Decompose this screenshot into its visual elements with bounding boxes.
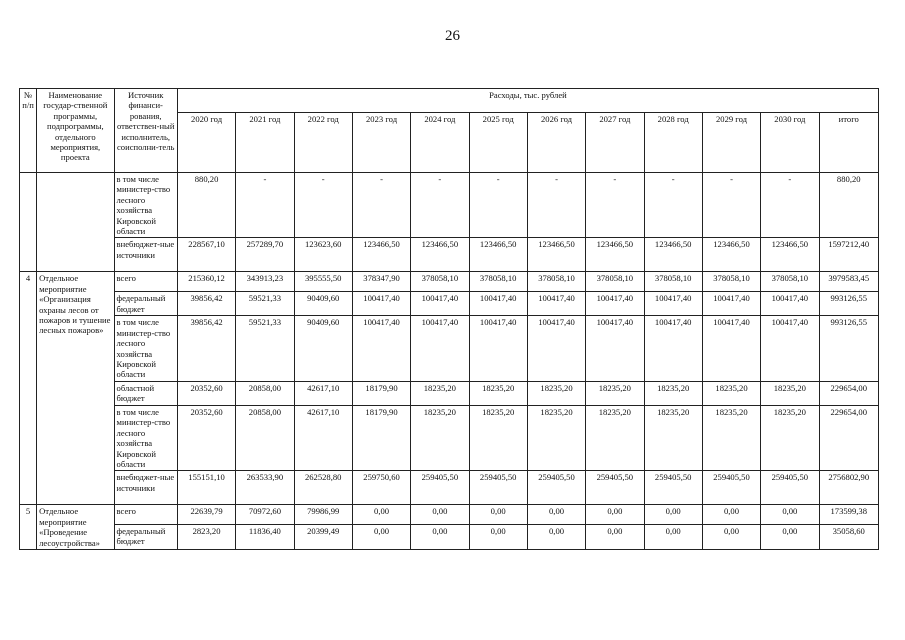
value-cell: 39856,42	[177, 292, 235, 316]
value-cell: 0,00	[469, 524, 527, 549]
value-cell: 100417,40	[411, 316, 469, 381]
value-cell: -	[527, 173, 585, 238]
value-cell: 20858,00	[236, 381, 294, 405]
budget-table	[19, 88, 879, 550]
value-cell: 123466,50	[586, 238, 644, 272]
header-year: 2029 год	[702, 113, 760, 173]
value-cell: 100417,40	[761, 292, 819, 316]
row-number: 4	[20, 272, 37, 505]
value-cell: 18235,20	[761, 381, 819, 405]
measure-name: Отдельное мероприятие «Проведение лесоустройства»	[37, 505, 114, 550]
value-cell: 100417,40	[586, 292, 644, 316]
value-cell: 259405,50	[644, 471, 702, 505]
value-cell: 0,00	[527, 505, 585, 524]
value-cell: 0,00	[702, 505, 760, 524]
total-cell: 229654,00	[819, 381, 879, 405]
value-cell: 0,00	[352, 505, 410, 524]
value-cell: 22639,79	[177, 505, 235, 524]
header-year: 2023 год	[352, 113, 410, 173]
value-cell: 18235,20	[469, 405, 527, 470]
value-cell: 343913,23	[236, 272, 294, 292]
value-cell: 0,00	[644, 505, 702, 524]
value-cell: 0,00	[469, 505, 527, 524]
table-row	[20, 381, 879, 405]
value-cell: 100417,40	[644, 292, 702, 316]
value-cell: -	[411, 173, 469, 238]
value-cell: 259405,50	[586, 471, 644, 505]
table-row	[20, 173, 879, 238]
value-cell: 259750,60	[352, 471, 410, 505]
value-cell: 18235,20	[411, 381, 469, 405]
value-cell: 378058,10	[469, 272, 527, 292]
value-cell: 0,00	[352, 524, 410, 549]
value-cell: 20858,00	[236, 405, 294, 470]
funding-source: в том числе министер-ство лесного хозяйства Кировской области	[114, 316, 177, 381]
value-cell: 263533,90	[236, 471, 294, 505]
value-cell: 2823,20	[177, 524, 235, 549]
value-cell: 378058,10	[644, 272, 702, 292]
value-cell: 18235,20	[644, 405, 702, 470]
value-cell: 39856,42	[177, 316, 235, 381]
value-cell: 0,00	[411, 524, 469, 549]
value-cell: -	[586, 173, 644, 238]
total-cell: 1597212,40	[819, 238, 879, 272]
funding-source: внебюджет-ные источники	[114, 238, 177, 272]
funding-source: всего	[114, 505, 177, 524]
header-year: 2022 год	[294, 113, 352, 173]
table-row	[20, 471, 879, 505]
page-number: 26	[445, 28, 460, 44]
value-cell: 20399,49	[294, 524, 352, 549]
value-cell: -	[469, 173, 527, 238]
header-name: Наименование государ-ственной программы, подпрограммы, отдельного мероприятия, проекта	[37, 89, 114, 173]
header-expenses: Расходы, тыс. рублей	[177, 89, 878, 113]
value-cell: 259405,50	[411, 471, 469, 505]
value-cell: 42617,10	[294, 405, 352, 470]
value-cell: 20352,60	[177, 381, 235, 405]
value-cell: 0,00	[702, 524, 760, 549]
header-year: 2026 год	[527, 113, 585, 173]
value-cell: 155151,10	[177, 471, 235, 505]
value-cell: 257289,70	[236, 238, 294, 272]
value-cell: 18235,20	[527, 381, 585, 405]
value-cell: 100417,40	[702, 316, 760, 381]
funding-source: внебюджет-ные источники	[114, 471, 177, 505]
funding-source: в том числе министер-ство лесного хозяйства Кировской области	[114, 405, 177, 470]
table-row	[20, 405, 879, 470]
value-cell: 395555,50	[294, 272, 352, 292]
value-cell: 18235,20	[702, 405, 760, 470]
value-cell: -	[644, 173, 702, 238]
row-number	[20, 173, 37, 272]
measure-name	[37, 173, 114, 272]
value-cell: 123466,50	[469, 238, 527, 272]
header-year: 2024 год	[411, 113, 469, 173]
value-cell: 215360,12	[177, 272, 235, 292]
value-cell: 378058,10	[411, 272, 469, 292]
table-header	[20, 89, 879, 173]
funding-source: всего	[114, 272, 177, 292]
value-cell: 100417,40	[527, 292, 585, 316]
value-cell: 59521,33	[236, 316, 294, 381]
value-cell: 18235,20	[702, 381, 760, 405]
total-cell: 229654,00	[819, 405, 879, 470]
value-cell: -	[352, 173, 410, 238]
value-cell: 0,00	[586, 524, 644, 549]
funding-source: областной бюджет	[114, 381, 177, 405]
value-cell: 100417,40	[644, 316, 702, 381]
value-cell: 0,00	[586, 505, 644, 524]
total-cell: 2756802,90	[819, 471, 879, 505]
header-year: 2028 год	[644, 113, 702, 173]
value-cell: 378058,10	[761, 272, 819, 292]
value-cell: 90409,60	[294, 316, 352, 381]
total-cell: 993126,55	[819, 292, 879, 316]
value-cell: 18235,20	[411, 405, 469, 470]
measure-name: Отдельное мероприятие «Организация охраны лесов от пожаров и тушение лесных пожаров»	[37, 272, 114, 505]
value-cell: 123623,60	[294, 238, 352, 272]
value-cell: -	[761, 173, 819, 238]
value-cell: 100417,40	[527, 316, 585, 381]
total-cell: 173599,38	[819, 505, 879, 524]
value-cell: 70972,60	[236, 505, 294, 524]
total-cell: 880,20	[819, 173, 879, 238]
value-cell: 123466,50	[702, 238, 760, 272]
table-row	[20, 316, 879, 381]
header-year: 2030 год	[761, 113, 819, 173]
header-year: 2027 год	[586, 113, 644, 173]
value-cell: 123466,50	[527, 238, 585, 272]
header-total: итого	[819, 113, 879, 173]
value-cell: 378058,10	[702, 272, 760, 292]
value-cell: 0,00	[761, 524, 819, 549]
table-row	[20, 272, 879, 292]
value-cell: 259405,50	[702, 471, 760, 505]
header-year: 2020 год	[177, 113, 235, 173]
value-cell: 123466,50	[352, 238, 410, 272]
header-source: Источник финанси-рования, ответствен-ный исполнитель, соисполни-тель	[114, 89, 177, 173]
value-cell: 378058,10	[586, 272, 644, 292]
value-cell: 18235,20	[469, 381, 527, 405]
total-cell: 3979583,45	[819, 272, 879, 292]
table-row	[20, 524, 879, 549]
value-cell: 18179,90	[352, 405, 410, 470]
value-cell: 42617,10	[294, 381, 352, 405]
value-cell: 100417,40	[761, 316, 819, 381]
table-body	[20, 173, 879, 550]
row-number: 5	[20, 505, 37, 550]
value-cell: 123466,50	[644, 238, 702, 272]
funding-source: федеральный бюджет	[114, 524, 177, 549]
value-cell: 18235,20	[761, 405, 819, 470]
value-cell: 0,00	[644, 524, 702, 549]
value-cell: -	[702, 173, 760, 238]
value-cell: 100417,40	[586, 316, 644, 381]
value-cell: 259405,50	[761, 471, 819, 505]
value-cell: 100417,40	[352, 292, 410, 316]
value-cell: 18179,90	[352, 381, 410, 405]
header-year: 2021 год	[236, 113, 294, 173]
funding-source: федеральный бюджет	[114, 292, 177, 316]
value-cell: 0,00	[761, 505, 819, 524]
value-cell: 18235,20	[644, 381, 702, 405]
value-cell: 20352,60	[177, 405, 235, 470]
value-cell: 11836,40	[236, 524, 294, 549]
value-cell: 18235,20	[586, 405, 644, 470]
total-cell: 993126,55	[819, 316, 879, 381]
value-cell: 123466,50	[411, 238, 469, 272]
value-cell: 259405,50	[527, 471, 585, 505]
value-cell: 0,00	[527, 524, 585, 549]
value-cell: -	[236, 173, 294, 238]
value-cell: 100417,40	[411, 292, 469, 316]
header-num: № п/п	[20, 89, 37, 173]
header-year: 2025 год	[469, 113, 527, 173]
value-cell: 262528,80	[294, 471, 352, 505]
value-cell: 123466,50	[761, 238, 819, 272]
value-cell: 18235,20	[586, 381, 644, 405]
table-row	[20, 292, 879, 316]
table-row	[20, 505, 879, 524]
table-row	[20, 238, 879, 272]
value-cell: 100417,40	[702, 292, 760, 316]
value-cell: 228567,10	[177, 238, 235, 272]
value-cell: 259405,50	[469, 471, 527, 505]
value-cell: -	[294, 173, 352, 238]
value-cell: 0,00	[411, 505, 469, 524]
value-cell: 59521,33	[236, 292, 294, 316]
value-cell: 100417,40	[469, 292, 527, 316]
funding-source: в том числе министер-ство лесного хозяйства Кировской области	[114, 173, 177, 238]
value-cell: 378058,10	[527, 272, 585, 292]
value-cell: 79986,99	[294, 505, 352, 524]
value-cell: 90409,60	[294, 292, 352, 316]
value-cell: 18235,20	[527, 405, 585, 470]
value-cell: 378347,90	[352, 272, 410, 292]
total-cell: 35058,60	[819, 524, 879, 549]
value-cell: 100417,40	[469, 316, 527, 381]
value-cell: 880,20	[177, 173, 235, 238]
value-cell: 100417,40	[352, 316, 410, 381]
